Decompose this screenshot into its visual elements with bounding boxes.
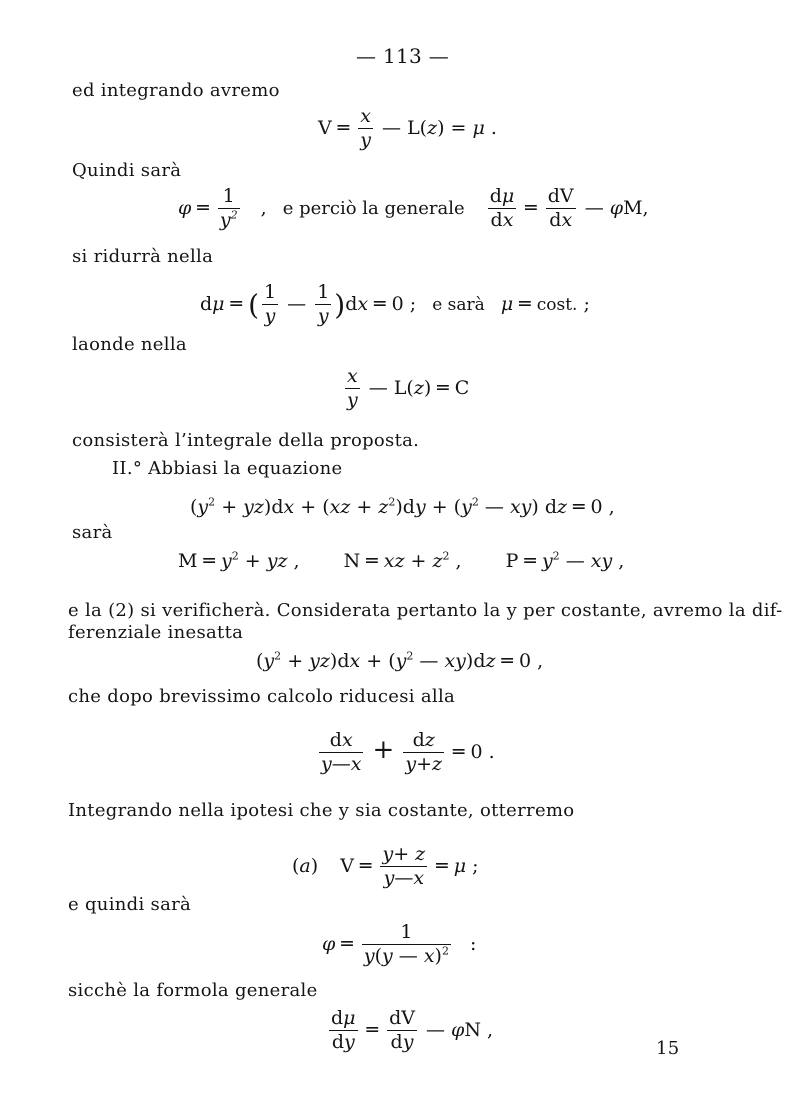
text-line-12: e quindi sarà	[68, 894, 192, 915]
equation-6: M ═ $y^2$ + yz , N ═ xz + $z^2$ , P ═ $y^2$ — xy ,	[178, 549, 625, 572]
text-line-4: laonde nella	[72, 334, 187, 355]
equation-3-words: e sarà	[432, 294, 485, 315]
equation-5: $(y^2 + yz)dx + (xz + z^2)dy + (y^2$ — xy) dz ═ 0 ,	[190, 495, 615, 518]
text-line-5: consisterà l’integrale della proposta.	[72, 430, 420, 451]
text-line-10: che dopo brevissimo calcolo riducesi alla	[68, 686, 456, 707]
equation-4: $\frac{x}{y}$ — L(z) ═ C	[347, 365, 470, 411]
equation-8: $\frac{dx}{y—x}$ + $\frac{dz}{y+z}$ ═ 0 .	[321, 729, 495, 775]
equation-2-words: e perciò la generale	[282, 197, 465, 219]
text-line-1: ed integrando avremo	[72, 80, 280, 101]
page-number: — 113 —	[356, 44, 449, 68]
equation-7: $(y^2 + yz)dx + (y^2$ — xy)dz ═ 0 ,	[256, 649, 544, 672]
text-line-7: sarà	[72, 522, 113, 543]
equation-3: dμ ═ ( $\frac{1}{y}$ — $\frac{1}{y}$ )dx ═ 0 ; e sarà μ ═ cost. ;	[200, 281, 590, 327]
text-line-6: II.° Abbiasi la equazione	[112, 458, 343, 479]
text-line-13: sicchè la formola generale	[68, 980, 318, 1001]
equation-3-cost: cost.	[536, 294, 578, 315]
text-line-9: ferenziale inesatta	[68, 622, 244, 643]
equation-10: φ ═ $\frac{1}{y(y — x)^2}$ :	[322, 921, 477, 967]
equation-2: φ ═ $\frac{1}{y^2}$ , e perciò la generale $\frac{d\mu}{dx}$ ═ $\frac{dV}{dx}$ — φM,	[178, 185, 649, 231]
equation-9: (a) V ═ $\frac{y+ z}{y—x}$ ═ μ ;	[292, 843, 479, 889]
equation-11: $\frac{d\mu}{dy}$ ═ $\frac{dV}{dy}$ — φN ,	[331, 1007, 494, 1053]
text-line-11: Integrando nella ipotesi che y sia costante, otterremo	[68, 800, 575, 821]
text-line-3: si ridurrà nella	[72, 246, 214, 267]
signature-mark: 15	[656, 1038, 680, 1059]
equation-1: V ═ $\frac{x}{y}$ — L(z) = μ .	[318, 105, 497, 151]
text-line-2: Quindi sarà	[72, 160, 182, 181]
text-line-8: e la (2) si verificherà. Considerata pertanto la y per costante, avremo la dif-	[68, 600, 783, 621]
